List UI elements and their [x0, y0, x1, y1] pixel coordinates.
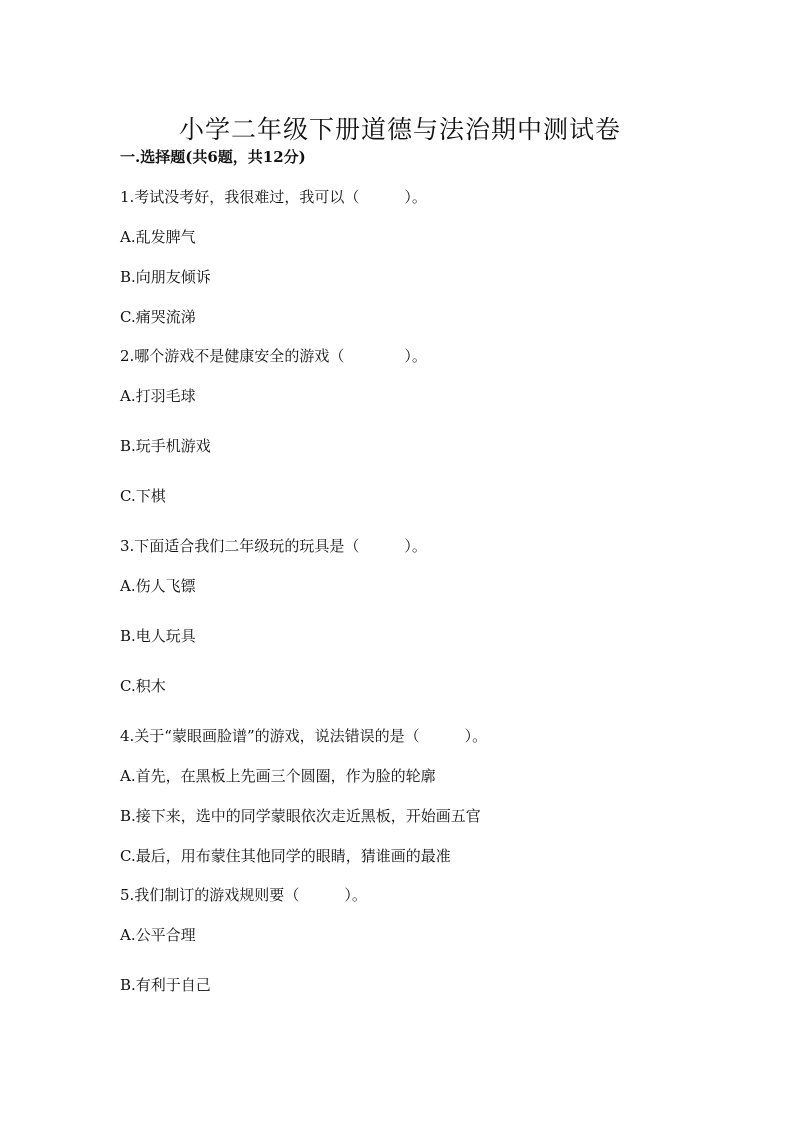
answer-option: A.打羽毛球: [120, 387, 196, 405]
answer-option: B.向朋友倾诉: [120, 268, 211, 286]
answer-option: A.公平合理: [120, 926, 196, 944]
answer-option: C.下棋: [120, 487, 166, 505]
answer-option: C.痛哭流涕: [120, 308, 196, 326]
answer-option: C.积木: [120, 677, 166, 695]
question-stem: 3.下面适合我们二年级玩的玩具是（ ）。: [120, 537, 427, 555]
question-stem: 1.考试没考好，我很难过，我可以（ ）。: [120, 188, 427, 206]
question-stem: 5.我们制订的游戏规则要（ ）。: [120, 886, 367, 904]
answer-option: C.最后，用布蒙住其他同学的眼睛，猜谁画的最准: [120, 847, 451, 865]
question-stem: 4.关于“蒙眼画脸谱”的游戏，说法错误的是（ ）。: [120, 727, 488, 745]
page-title: 小学二年级下册道德与法治期中测试卷: [178, 114, 621, 144]
answer-option: A.乱发脾气: [120, 228, 196, 246]
question-stem: 2.哪个游戏不是健康安全的游戏（ ）。: [120, 347, 427, 365]
answer-option: B.接下来，选中的同学蒙眼依次走近黑板，开始画五官: [120, 807, 481, 825]
answer-option: B.玩手机游戏: [120, 437, 211, 455]
answer-option: B.电人玩具: [120, 627, 196, 645]
answer-option: A.伤人飞镖: [120, 577, 196, 595]
section-heading: 一.选择题(共6题，共12分): [120, 148, 306, 166]
answer-option: A.首先，在黑板上先画三个圆圈，作为脸的轮廓: [120, 767, 436, 785]
answer-option: B.有利于自己: [120, 976, 211, 994]
